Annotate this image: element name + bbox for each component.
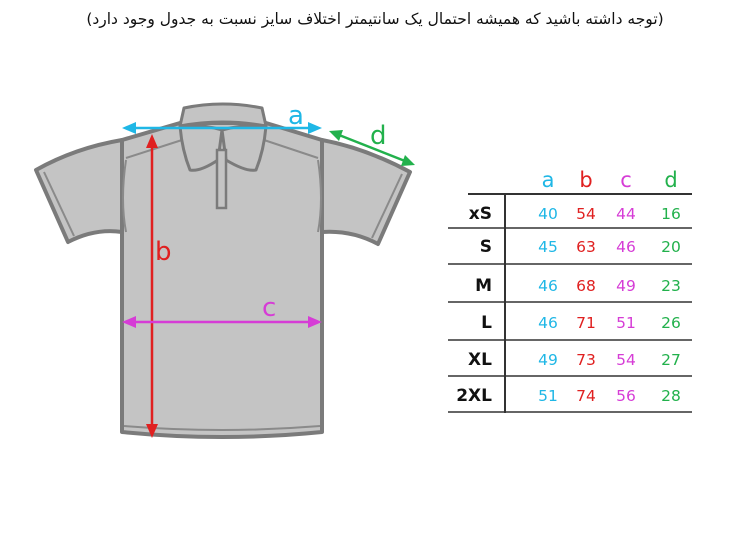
label-a: a: [288, 101, 304, 131]
cell-d: 27: [661, 351, 681, 369]
size-note: (توجه داشته باشید که همیشه احتمال یک سانتیمتر اختلاف سایز نسبت به جدول وجود دارد): [86, 10, 664, 28]
size-label: XL: [468, 350, 492, 370]
size-label: M: [475, 276, 492, 296]
table-row: [481, 313, 681, 333]
cell-b: 54: [576, 205, 596, 223]
size-label: S: [479, 237, 492, 257]
cell-a: 46: [538, 277, 558, 295]
cell-c: 49: [616, 277, 636, 295]
cell-b: 71: [576, 314, 596, 332]
cell-b: 68: [576, 277, 596, 295]
size-label: xS: [468, 204, 492, 224]
cell-d: 26: [661, 314, 681, 332]
col-header-b: b: [579, 168, 593, 192]
cell-c: 46: [616, 238, 636, 256]
cell-a: 49: [538, 351, 558, 369]
cell-c: 54: [616, 351, 636, 369]
table-row: [480, 237, 681, 257]
table-row: [469, 204, 681, 224]
cell-d: 28: [661, 387, 681, 405]
cell-c: 56: [616, 387, 636, 405]
label-c: c: [262, 293, 277, 323]
table-grid: [448, 194, 692, 413]
cell-a: 40: [538, 205, 558, 223]
cell-c: 51: [616, 314, 636, 332]
cell-a: 51: [538, 387, 558, 405]
cell-b: 63: [576, 238, 596, 256]
cell-b: 73: [576, 351, 596, 369]
col-header-d: d: [664, 168, 678, 192]
size-label: 2XL: [456, 386, 492, 406]
table-header: [542, 168, 678, 192]
cell-d: 16: [661, 205, 681, 223]
col-header-a: a: [541, 168, 555, 192]
table-row: [456, 386, 681, 406]
size-label: L: [481, 313, 492, 333]
cell-a: 45: [538, 238, 558, 256]
cell-d: 20: [661, 238, 681, 256]
cell-c: 44: [616, 205, 636, 223]
cell-b: 74: [576, 387, 596, 405]
col-header-c: c: [620, 168, 632, 192]
cell-a: 46: [538, 314, 558, 332]
table-row: [468, 350, 681, 370]
label-b: b: [155, 237, 172, 267]
label-d: d: [370, 121, 387, 151]
cell-d: 23: [661, 277, 681, 295]
